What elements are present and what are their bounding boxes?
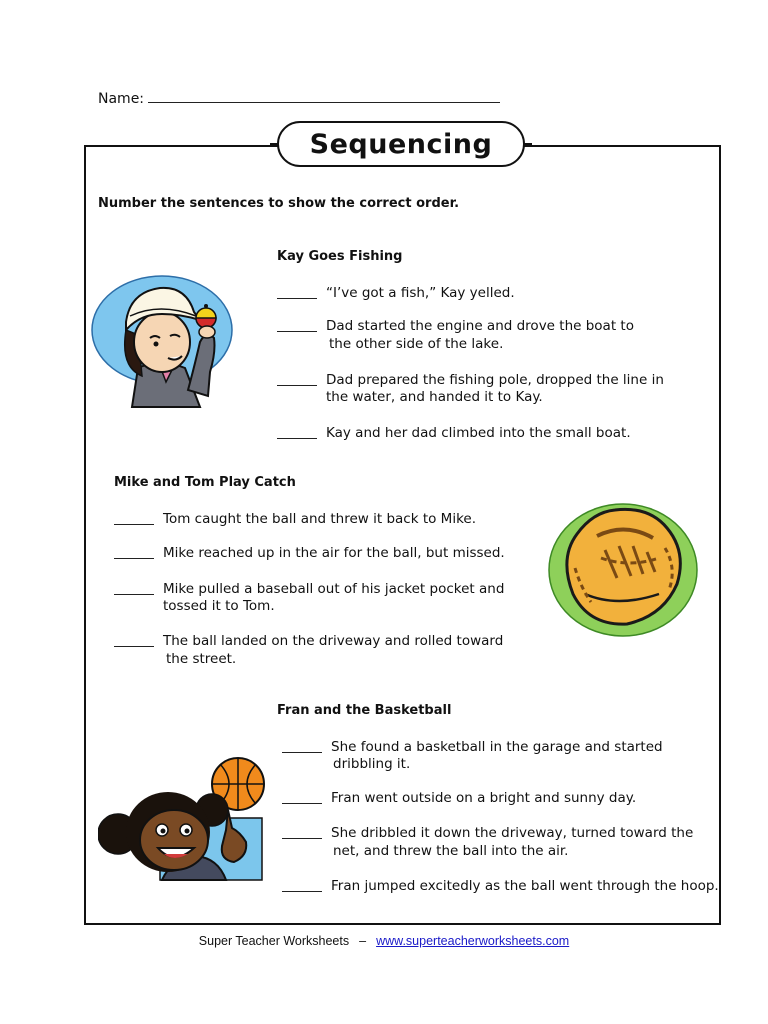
list-item — [277, 318, 697, 354]
sentence-text: Mike pulled a baseball out of his jacket pocket and — [163, 581, 505, 597]
fishing-girl-icon — [90, 272, 235, 412]
story-title-kay: Kay Goes Fishing — [277, 249, 403, 264]
sentence-text-cont: net, and threw the ball into the air. — [333, 843, 569, 859]
sentence-text: Tom caught the ball and threw it back to Mike. — [163, 511, 477, 527]
instructions: Number the sentences to show the correct order. — [98, 196, 460, 211]
answer-blank[interactable] — [282, 891, 322, 892]
list-item — [114, 545, 534, 563]
answer-blank[interactable] — [114, 594, 154, 595]
sentence-text-cont: the street. — [166, 651, 237, 667]
sentence-text-cont: the other side of the lake. — [329, 336, 504, 352]
sentence-text-cont: the water, and handed it to Kay. — [326, 389, 543, 405]
answer-blank[interactable] — [282, 752, 322, 753]
answer-blank[interactable] — [277, 298, 317, 299]
footer-url-link[interactable]: www.superteacherworksheets.com — [376, 934, 570, 948]
list-item — [282, 790, 722, 808]
page-title-text: Sequencing — [309, 128, 493, 160]
footer — [0, 934, 768, 948]
story-title-fran: Fran and the Basketball — [277, 703, 452, 718]
answer-blank[interactable] — [114, 558, 154, 559]
footer-separator: – — [359, 934, 367, 948]
sentence-text: Kay and her dad climbed into the small boat. — [326, 425, 631, 441]
sentence-text: Fran jumped excitedly as the ball went through the hoop. — [331, 878, 719, 894]
list-item — [277, 425, 697, 443]
page-title — [277, 121, 525, 167]
sentence-text: Dad prepared the fishing pole, dropped the line in — [326, 372, 664, 388]
baseball-glove-icon — [545, 498, 700, 640]
list-item — [282, 739, 722, 775]
answer-blank[interactable] — [114, 524, 154, 525]
list-item — [282, 878, 722, 896]
list-item — [277, 372, 697, 408]
answer-blank[interactable] — [282, 803, 322, 804]
sentence-text: The ball landed on the driveway and rolled toward — [163, 633, 504, 649]
footer-brand: Super Teacher Worksheets — [198, 934, 350, 948]
answer-blank[interactable] — [277, 331, 317, 332]
list-item — [282, 825, 722, 861]
name-label: Name: — [98, 91, 145, 107]
sentence-text: Dad started the engine and drove the boat to — [326, 318, 634, 334]
sentence-text: She found a basketball in the garage and started — [331, 739, 663, 755]
name-field[interactable] — [98, 90, 500, 107]
answer-blank[interactable] — [282, 838, 322, 839]
answer-blank[interactable] — [277, 438, 317, 439]
sentence-text-cont: tossed it to Tom. — [163, 598, 275, 614]
sentence-text: Fran went outside on a bright and sunny day. — [331, 790, 637, 806]
sentence-text: She dribbled it down the driveway, turned toward the — [331, 825, 694, 841]
list-item — [114, 511, 534, 529]
list-item — [277, 285, 697, 303]
list-item — [114, 581, 534, 617]
sentence-text: Mike reached up in the air for the ball, but missed. — [163, 545, 505, 561]
answer-blank[interactable] — [114, 646, 154, 647]
list-item — [114, 633, 534, 669]
name-blank-line[interactable] — [148, 90, 500, 103]
story-title-mike-tom: Mike and Tom Play Catch — [114, 475, 296, 490]
sentence-text-cont: dribbling it. — [333, 756, 411, 772]
answer-blank[interactable] — [277, 385, 317, 386]
sentence-text: “I’ve got a fish,” Kay yelled. — [326, 285, 515, 301]
basketball-girl-icon — [98, 750, 268, 884]
